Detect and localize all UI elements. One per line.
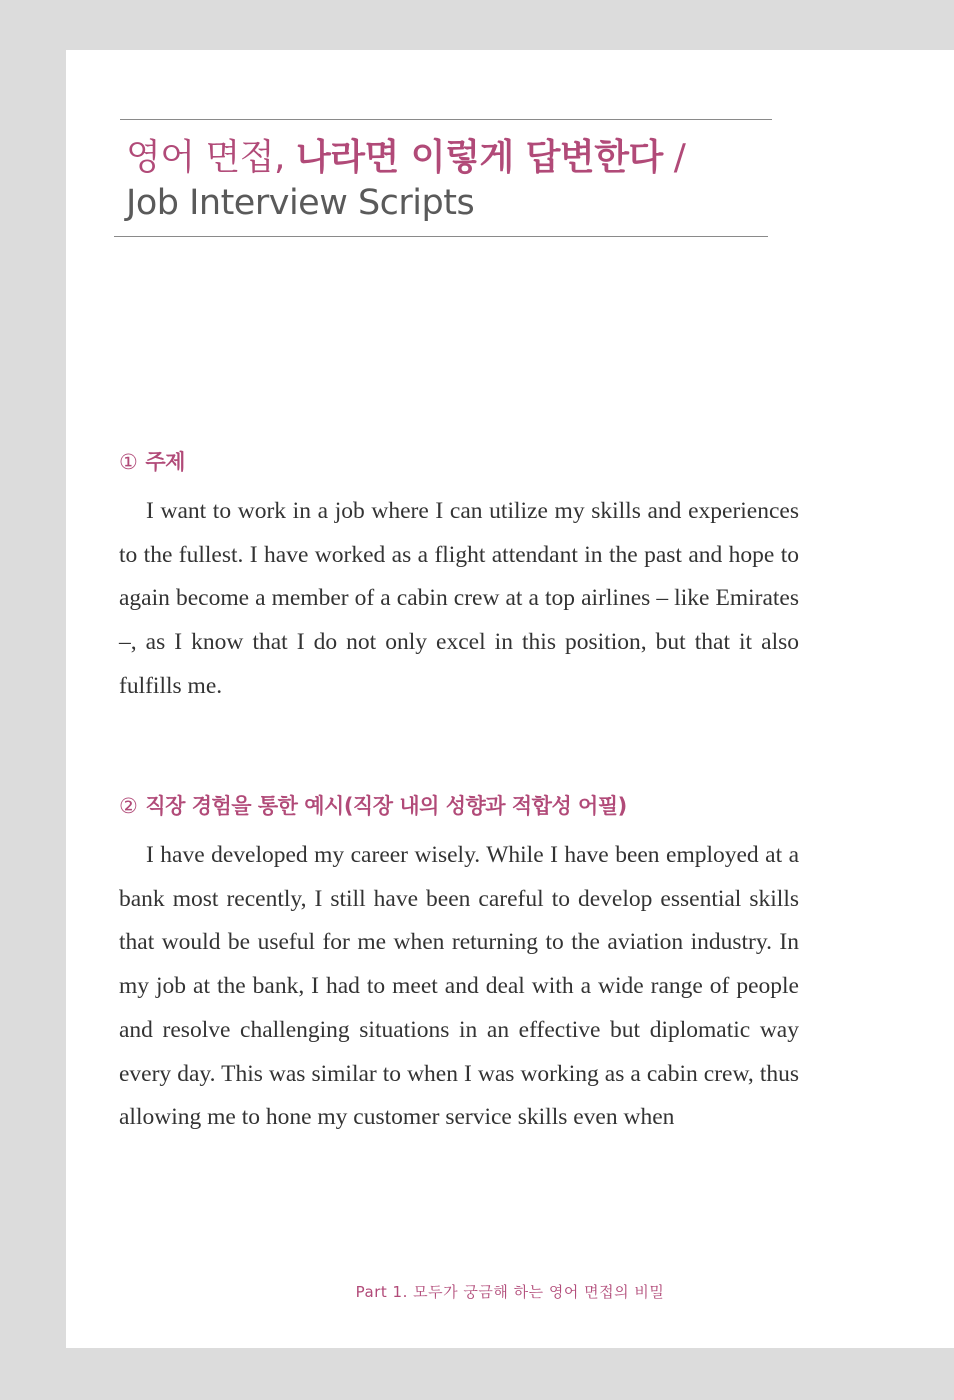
- document-page: [66, 50, 954, 1348]
- section-heading-experience: [119, 792, 627, 820]
- section-number: ②: [119, 794, 138, 818]
- title-top-rule: [120, 119, 772, 120]
- page-title: [126, 136, 685, 180]
- title-part-2: 나라면 이렇게 답변한다: [295, 137, 663, 178]
- section-paragraph-experience: I have developed my career wisely. While I have been employed at a bank most recently, I still have been careful to develop essential skills that would be useful for me when returning to the aviation industry. In my job at the bank, I had to meet and deal with a wide range of people and resolve challenging situations in an effective but diplomatic way every day. This was similar to when I was working as a cabin crew, thus allowing me to hone my customer service skills even when: [119, 842, 799, 1131]
- page-footer: Part 1. 모두가 궁금해 하는 영어 면접의 비밀: [355, 1283, 665, 1301]
- section-heading-topic: [119, 448, 185, 476]
- title-part-1: 영어 면접,: [126, 137, 296, 178]
- section-label: 주제: [145, 450, 185, 474]
- page-subtitle: Job Interview Scripts: [126, 183, 475, 223]
- section-number: ①: [119, 450, 138, 474]
- title-part-3: /: [662, 137, 686, 178]
- title-bottom-rule: [114, 236, 768, 237]
- section-paragraph-topic: I want to work in a job where I can utilize my skills and experiences to the fullest. I have worked as a flight attendant in the past and hope to again become a member of a cabin crew at a top airlines – like Emirates –, as I know that I do not only excel in this position, but that it also fulfills me.: [119, 498, 799, 699]
- section-label: 직장 경험을 통한 예시(직장 내의 성향과 적합성 어필): [145, 794, 627, 818]
